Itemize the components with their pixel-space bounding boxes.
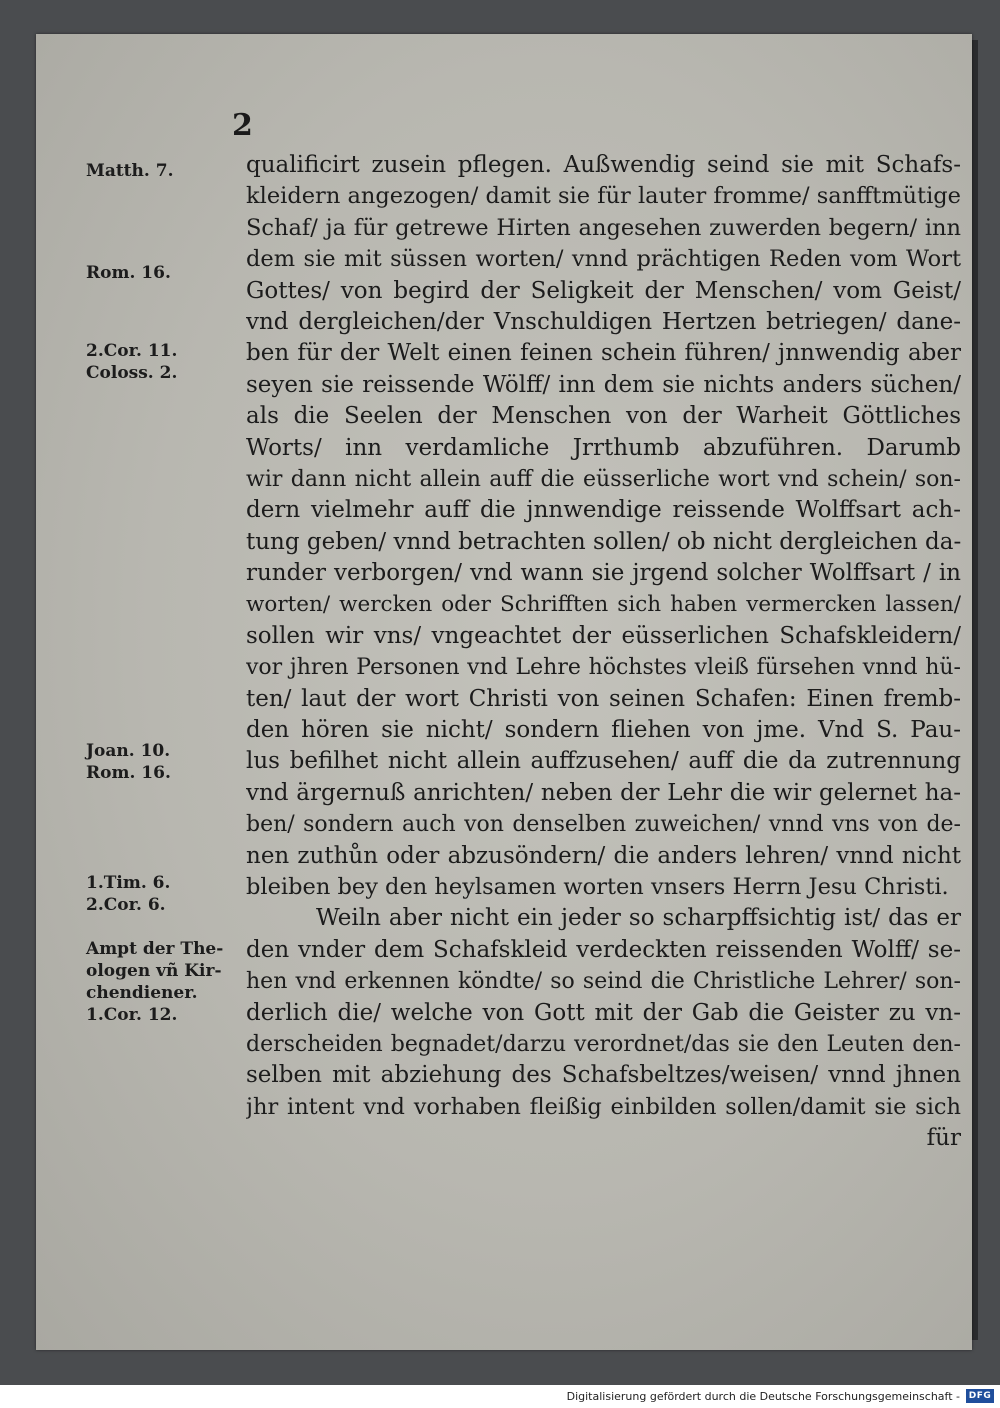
margin-note-text: 2.Cor. 11. bbox=[86, 341, 178, 361]
text-line: ten/ laut der wort Christi von seinen Schafen: Einen fremb- bbox=[246, 685, 961, 712]
text-line: worten/ wercken oder Schrifften sich haben vermercken lassen/ bbox=[246, 592, 961, 618]
margin-note-text: Coloss. 2. bbox=[86, 363, 178, 383]
text-line: vnd ärgernuß anrichten/ neben der Lehr die wir gelernet ha- bbox=[246, 779, 961, 806]
text-line: den hören sie nicht/ sondern fliehen von jme. Vnd S. Pau- bbox=[246, 717, 961, 744]
catchword: für bbox=[926, 1125, 961, 1152]
dfg-logo: DFG bbox=[966, 1389, 994, 1403]
text-line: als die Seelen der Menschen von der Warheit Göttliches bbox=[246, 403, 961, 430]
margin-note-text: Rom. 16. bbox=[86, 263, 171, 283]
text-line: sollen wir vns/ vngeachtet der eüsserlichen Schafskleidern/ bbox=[246, 622, 961, 649]
text-line: derlich die/ welche von Gott mit der Gab die Geister zu vn- bbox=[246, 999, 961, 1026]
text-line: tung geben/ vnnd betrachten sollen/ ob nicht dergleichen da- bbox=[246, 528, 961, 555]
text-line: Weiln aber nicht ein jeder so scharpffsichtig ist/ das er bbox=[316, 905, 961, 932]
text-line: seyen sie reissende Wölff/ inn dem sie nichts anders süchen/ bbox=[246, 371, 961, 398]
text-line: lus befilhet nicht allein auffzusehen/ auff die da zutrennung bbox=[246, 748, 961, 775]
page-number: 2 bbox=[232, 108, 253, 143]
text-line: kleidern angezogen/ damit sie für lauter fromme/ sanfftmütige bbox=[246, 183, 961, 210]
text-line: dern vielmehr auff die jnnwendige reissende Wolffsart ach- bbox=[246, 497, 961, 524]
margin-note-text: ologen vñ Kir- bbox=[86, 961, 222, 981]
text-line: selben mit abziehung des Schafsbeltzes/weisen/ vnnd jhnen bbox=[246, 1062, 961, 1089]
text-line: den vnder dem Schafskleid verdeckten reissenden Wolff/ se- bbox=[246, 936, 961, 963]
text-line: Schaf/ ja für getrewe Hirten angesehen zuwerden begern/ inn bbox=[246, 214, 961, 241]
text-line: bleiben bey den heylsamen worten vnsers Herrn Jesu Christi. bbox=[246, 873, 949, 900]
margin-note-text: Ampt der The- bbox=[86, 939, 224, 959]
text-line: derscheiden begnadet/darzu verordnet/das sie den Leuten den- bbox=[246, 1031, 961, 1057]
text-line: vor jhren Personen vnd Lehre höchstes vleiß fürsehen vnnd hü- bbox=[246, 655, 961, 681]
body-text bbox=[246, 150, 961, 1155]
text-line: dem sie mit süssen worten/ vnnd prächtigen Reden vom Wort bbox=[246, 246, 961, 273]
margin-note-text: chendiener. bbox=[86, 983, 198, 1003]
text-line: hen vnd erkennen köndte/ so seind die Christliche Lehrer/ son- bbox=[246, 969, 961, 995]
text-line: Worts/ inn verdamliche Jrrthumb abzuführen. Darumb bbox=[246, 434, 961, 461]
margin-note-text: 1.Tim. 6. bbox=[86, 873, 171, 893]
margin-note-text: 2.Cor. 6. bbox=[86, 895, 166, 915]
text-line: ben für der Welt einen feinen schein führen/ jnnwendig aber bbox=[246, 340, 961, 367]
text-line: nen zuthůn oder abzusöndern/ die anders lehren/ vnnd nicht bbox=[246, 842, 961, 869]
text-line: runder verborgen/ vnd wann sie jrgend solcher Wolffsart / in bbox=[246, 560, 961, 587]
margin-note-cor-coloss bbox=[86, 340, 177, 384]
margin-note-text: Rom. 16. bbox=[86, 763, 171, 783]
margin-note-tim-cor bbox=[86, 872, 170, 916]
margin-note-joan-rom bbox=[86, 740, 171, 784]
margin-note-text: Matth. 7. bbox=[86, 161, 174, 181]
margin-note-rom bbox=[86, 262, 171, 284]
text-line: qualificirt zusein pflegen. Außwendig seind sie mit Schafs- bbox=[246, 152, 961, 178]
text-line: jhr intent vnd vorhaben fleißig einbilden sollen/damit sie sich bbox=[246, 1093, 961, 1120]
text-line: Gottes/ von begird der Seligkeit der Menschen/ vom Geist/ bbox=[246, 277, 961, 304]
text-line: wir dann nicht allein auff die eüsserliche wort vnd schein/ son- bbox=[246, 466, 961, 492]
footer-credit: Digitalisierung gefördert durch die Deutsche Forschungsgemeinschaft - bbox=[566, 1390, 960, 1403]
margin-note-ampt bbox=[86, 938, 223, 1026]
margin-note-text: Joan. 10. bbox=[86, 741, 171, 761]
text-line: ben/ sondern auch von denselben zuweichen/ vnnd vns von de- bbox=[246, 812, 961, 838]
margin-note-matth bbox=[86, 160, 173, 182]
margin-note-text: 1.Cor. 12. bbox=[86, 1005, 178, 1025]
text-line: vnd dergleichen/der Vnschuldigen Hertzen betriegen/ dane- bbox=[246, 308, 961, 335]
